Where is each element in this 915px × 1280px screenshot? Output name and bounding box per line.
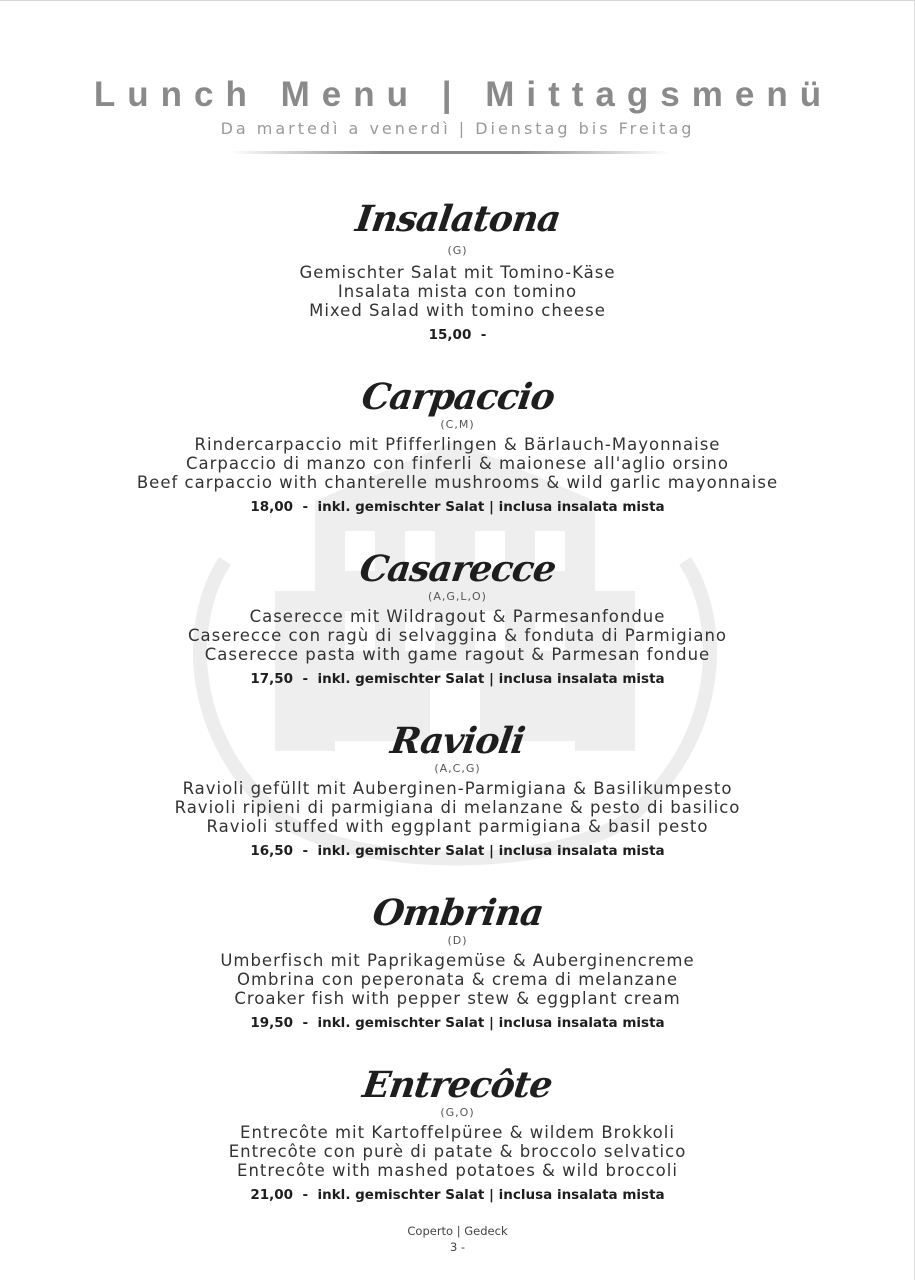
dish-price: 17,50	[250, 671, 294, 687]
menu-item-ombrina	[0, 893, 915, 1034]
dish-description-de: Entrecôte mit Kartoffelpüree & wildem Brokkoli	[240, 1123, 675, 1142]
price-dash: -	[471, 327, 487, 343]
dish-price: 21,00	[250, 1187, 294, 1203]
dish-allergens: (C,M)	[440, 418, 475, 431]
dish-allergens: (A,C,G)	[434, 762, 481, 775]
header-divider	[230, 151, 670, 154]
dish-description-en: Beef carpaccio with chanterelle mushrooms & wild garlic mayonnaise	[136, 473, 779, 492]
dish-price-line	[0, 840, 915, 862]
dish-price-line	[0, 668, 915, 690]
dish-price-line	[0, 1184, 915, 1206]
menu-item-entrecote	[0, 1065, 915, 1206]
dish-note: inkl. gemischter Salat | inclusa insalata mista	[317, 671, 665, 687]
dish-description-it: Insalata mista con tomino	[337, 282, 578, 301]
dish-note: inkl. gemischter Salat | inclusa insalata mista	[317, 499, 665, 515]
dish-description-en: Croaker fish with pepper stew & eggplant cream	[234, 989, 681, 1008]
page-subtitle: Da martedì a venerdì | Dienstag bis Freitag	[220, 119, 695, 138]
page-title: Lunch Menu | Mittagsmenü	[93, 75, 834, 114]
dish-description-en: Mixed Salad with tomino cheese	[309, 301, 606, 320]
dish-description-en: Entrecôte with mashed potatoes & wild broccoli	[237, 1161, 678, 1180]
dish-description-it: Ravioli ripieni di parmigiana di melanzane & pesto di basilico	[174, 798, 741, 817]
menu-item-insalatona	[0, 199, 915, 346]
dish-description-it: Carpaccio di manzo con finferli & maionese all'aglio orsino	[186, 454, 729, 473]
menu-footer	[0, 1223, 915, 1255]
dish-description-de: Umberfisch mit Paprikagemüse & Auberginencreme	[220, 951, 695, 970]
menu-item-casarecce	[0, 549, 915, 690]
dish-note: inkl. gemischter Salat | inclusa insalata mista	[317, 843, 665, 859]
dish-name: Ombrina	[369, 892, 546, 934]
dish-name: Carpaccio	[358, 376, 557, 418]
dish-price-line	[0, 1012, 915, 1034]
dish-name: Casarecce	[356, 548, 559, 590]
menu-item-ravioli	[0, 721, 915, 862]
dish-allergens: (D)	[447, 934, 468, 947]
dish-description-en: Ravioli stuffed with eggplant parmigiana & basil pesto	[206, 817, 709, 836]
menu-item-carpaccio	[0, 377, 915, 518]
price-dash: -	[293, 1187, 318, 1203]
dish-name: Entrecôte	[360, 1064, 555, 1106]
dish-price: 16,50	[250, 843, 294, 859]
price-dash: -	[293, 843, 318, 859]
dish-description-en: Caserecce pasta with game ragout & Parmesan fondue	[204, 645, 711, 664]
dish-name: Ravioli	[388, 720, 527, 762]
dish-description-de: Caserecce mit Wildragout & Parmesanfondue	[249, 607, 666, 626]
dish-description-de: Gemischter Salat mit Tomino-Käse	[299, 263, 616, 282]
dish-description-it: Ombrina con peperonata & crema di melanzane	[237, 970, 678, 989]
menu-header	[0, 71, 915, 139]
dish-description-it: Entrecôte con purè di patate & broccolo selvatico	[228, 1142, 687, 1161]
dish-note: inkl. gemischter Salat | inclusa insalata mista	[317, 1187, 665, 1203]
dish-allergens: (G)	[447, 244, 468, 257]
coperto-label: Coperto | Gedeck	[407, 1224, 508, 1238]
dish-description-de: Ravioli gefüllt mit Auberginen-Parmigiana & Basilikumpesto	[182, 779, 733, 798]
dish-allergens: (G,O)	[440, 1106, 475, 1119]
price-dash: -	[293, 671, 318, 687]
dish-price: 19,50	[250, 1015, 294, 1031]
dish-note: inkl. gemischter Salat | inclusa insalata mista	[317, 1015, 665, 1031]
dish-description-de: Rindercarpaccio mit Pfifferlingen & Bärlauch-Mayonnaise	[194, 435, 721, 454]
price-dash: -	[293, 499, 318, 515]
price-dash: -	[293, 1015, 318, 1031]
dish-price-line	[0, 324, 915, 346]
dish-allergens: (A,G,L,O)	[428, 590, 487, 603]
dish-name: Insalatona	[352, 198, 563, 240]
dish-price: 18,00	[250, 499, 294, 515]
dish-description-it: Caserecce con ragù di selvaggina & fonduta di Parmigiano	[187, 626, 727, 645]
dish-price-line	[0, 496, 915, 518]
coperto-price: 3 -	[449, 1240, 466, 1254]
dish-price: 15,00	[428, 327, 472, 343]
